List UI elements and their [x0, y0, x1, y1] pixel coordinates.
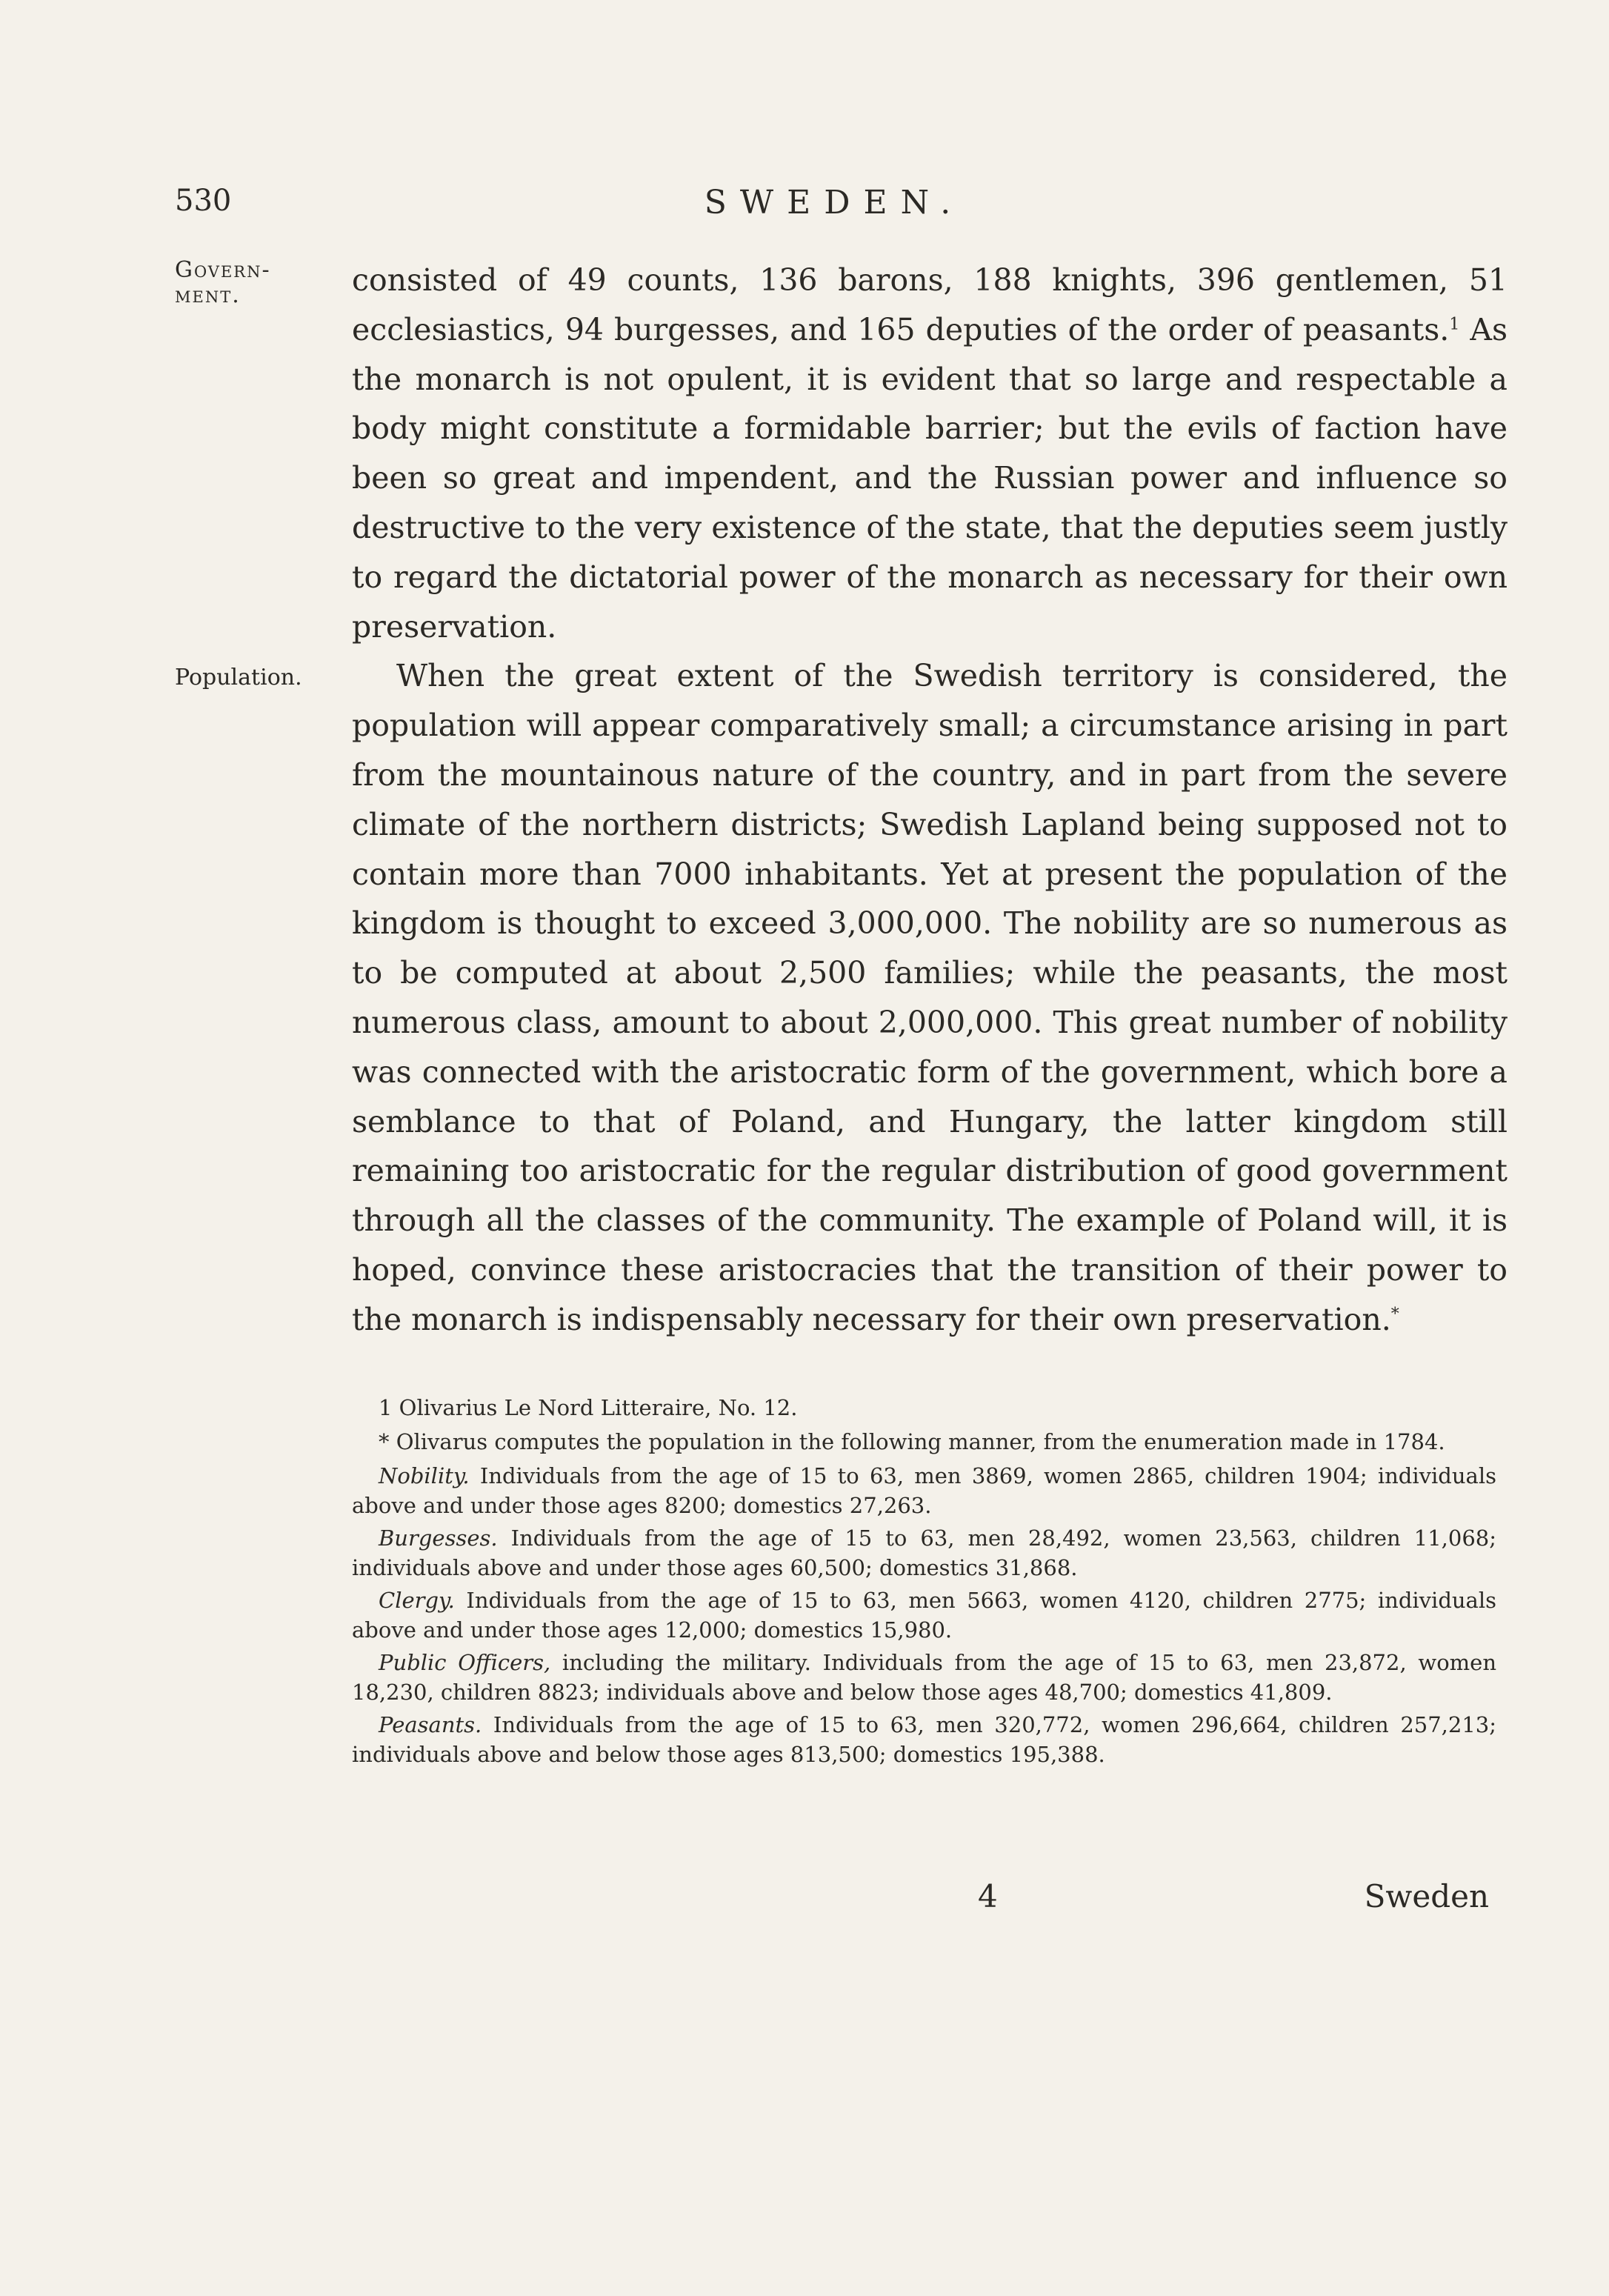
running-head — [175, 184, 1493, 228]
class-figures: including the military. Individuals from the age of 15 to 63, men 23,872, women 18,230, children 8823; individuals above and below those ages 48,700; domestics 41,809. — [352, 1650, 1496, 1705]
page-footer — [352, 1878, 1496, 1923]
footnote-class-entry — [352, 1523, 1496, 1583]
paragraph-population — [352, 651, 1508, 1344]
signature-mark: 4 — [978, 1878, 998, 1914]
class-name: Peasants. — [379, 1712, 482, 1737]
paragraph-government-continued: As the monarch is not opulent, it is evident that so large and respectable a body might constitute a formidable barrier; but the evils of faction have been so great and impendent, and the Russian power and influence so destructive to the very existence of the state, that the deputies seem justly to regard the dictatorial power of the monarch as necessary for their own preservation. — [352, 311, 1508, 645]
class-name: Clergy. — [379, 1588, 455, 1613]
paragraph-government — [352, 256, 1508, 651]
footnote-mark-1: 1 — [1449, 315, 1460, 334]
footnote-class-entry — [352, 1710, 1496, 1769]
footnote-1: 1 Olivarius Le Nord Litteraire, No. 12. — [379, 1395, 798, 1420]
sidenote-population: Population. — [175, 665, 302, 691]
footnote-class-entry — [352, 1585, 1496, 1645]
running-title: SWEDEN. — [704, 184, 965, 222]
sidenote-government: Govern-ment. — [175, 257, 271, 308]
page-number: 530 — [175, 184, 232, 218]
paragraph-population-text: When the great extent of the Swedish territory is considered, the population will appear comparatively small; a circumstance arising in part from the mountainous nature of the country, and in part from the severe climate of the northern districts; Swedish Lapland being supposed not to contain more than 7000 inhabitants. Yet at present the population of the kingdom is thought to exceed 3,000,000. The nobility are so numerous as to be computed at about 2,500 families; while the peasants, the most numerous class, amount to about 2,000,000. This great number of nobility was connected with the aristocratic form of the government, which bore a semblance to that of Poland, and Hungary, the latter kingdom still remaining too aristocratic for the regular distribution of good government through all the classes of the community. The example of Poland will, it is hoped, convince these aristocracies that the transition of their power to the monarch is indispensably necessary for their own preservation. — [352, 658, 1508, 1337]
class-name: Burgesses. — [379, 1525, 498, 1551]
class-name: Nobility. — [379, 1463, 470, 1488]
body-text — [352, 256, 1508, 1345]
paragraph-government-text: consisted of 49 counts, 136 barons, 188 knights, 396 gentlemen, 51 ecclesiastics, 94 burgesses, and 165 deputies of the order of peasants. — [352, 262, 1508, 347]
footnote-mark-asterisk: * — [1390, 1305, 1399, 1324]
class-name: Public Officers, — [379, 1650, 551, 1675]
footnote-asterisk: * Olivarus computes the population in the following manner, from the enumeration made in 1784. — [379, 1429, 1445, 1454]
class-figures: Individuals from the age of 15 to 63, men 3869, women 2865, children 1904; individuals above and under those ages 8200; domestics 27,263. — [352, 1463, 1496, 1518]
footnotes — [352, 1393, 1496, 1772]
footnote-class-entry — [352, 1648, 1496, 1707]
class-figures: Individuals from the age of 15 to 63, men 5663, women 4120, children 2775; individuals above and under those ages 12,000; domestics 15,980. — [352, 1588, 1497, 1643]
class-figures: Individuals from the age of 15 to 63, men 28,492, women 23,563, children 11,068; individuals above and under those ages 60,500; domestics 31,868. — [352, 1525, 1496, 1580]
catchword: Sweden — [1364, 1878, 1489, 1914]
class-figures: Individuals from the age of 15 to 63, men 320,772, women 296,664, children 257,213; individuals above and below those ages 813,500; domestics 195,388. — [352, 1712, 1497, 1767]
footnote-class-entry — [352, 1461, 1496, 1520]
